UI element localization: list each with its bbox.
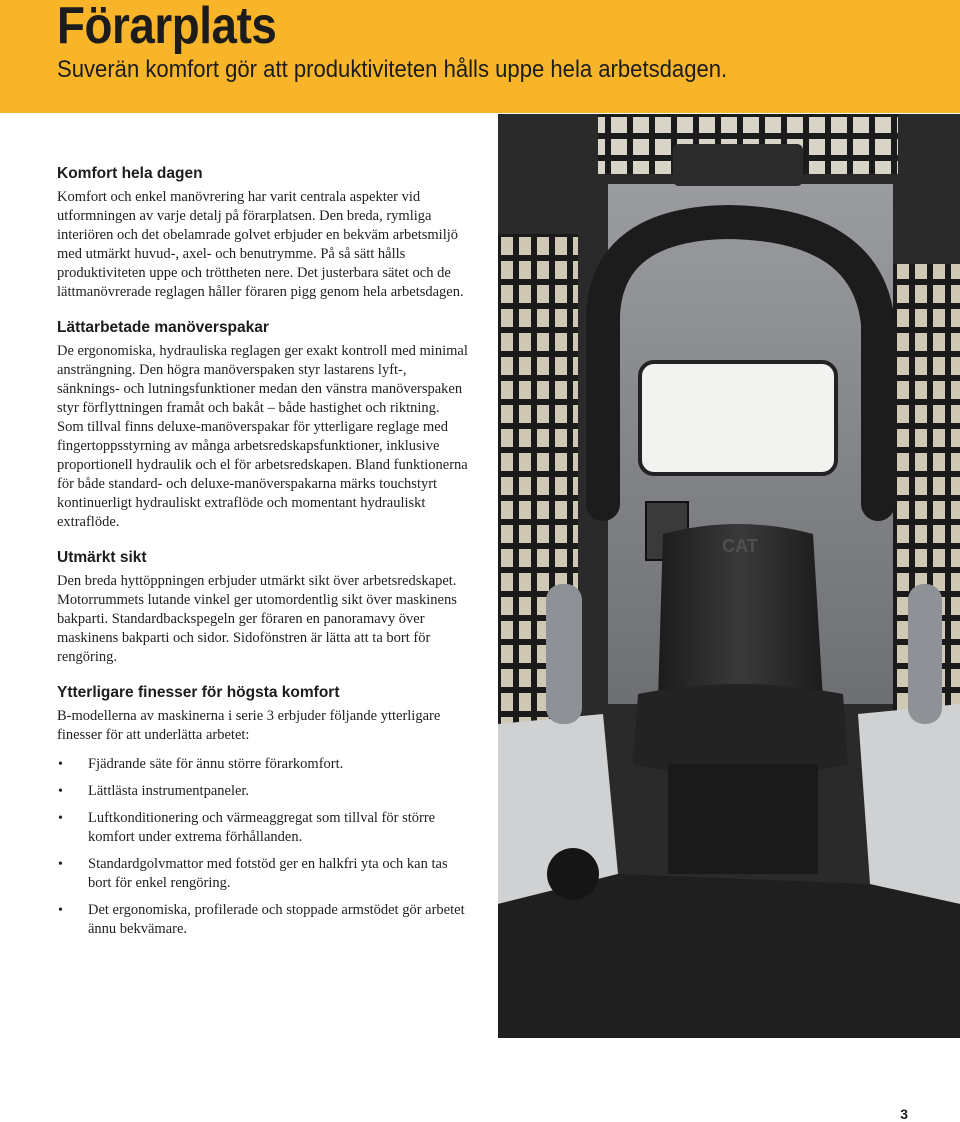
list-item-text: Luftkonditionering och värmeaggregat som tillval för större komfort under extrema förhållanden. xyxy=(88,810,436,845)
right-joystick xyxy=(908,584,942,724)
list-item-text: Standardgolvmattor med fotstöd ger en halkfri yta och kan tas bort för enkel rengöring. xyxy=(88,856,448,891)
section-body: Komfort och enkel manövrering har varit centrala aspekter vid utformningen av varje detalj på förarplatsen. Den breda, rymliga interiören och det obelamrade golvet erbjuder en bekväm arbetsmiljö med utmärkt huvud-, axel- och benutrymme. På så sätt hålls produktiviteten uppe och tröttheten nere. Det justerbara sätet och de lättmanövrerade reglagen håller föraren pigg genom hela arbetsdagen. xyxy=(57,189,464,300)
section-body: Den breda hyttöppningen erbjuder utmärkt sikt över arbetsredskapet. Motorrummets lutande vinkel ger utomordentlig sikt över maskinens bakparti. Standardbackspegeln ger föraren en panoramavy över maskinens bakparti och sidor. Sidofönstren är lätta att ta bort för rengöring. xyxy=(57,573,457,665)
bullet-icon: • xyxy=(58,784,63,799)
header-band xyxy=(0,0,960,113)
section-comfort xyxy=(57,164,469,302)
section-heading: Ytterligare finesser för högsta komfort xyxy=(57,684,340,701)
list-item-text: Lättlästa instrumentpaneler. xyxy=(88,783,250,799)
section-heading: Lättarbetade manöverspakar xyxy=(57,319,269,336)
section-body: De ergonomiska, hydrauliska reglagen ger exakt kontroll med minimal ansträngning. Den högra manöverspaken styr lastarens lyft-, sänknings- och lutningsfunktioner medan den vänstra manöverspaken styr förflyttningen framåt och bakåt – både hastighet och riktning. Som tillval finns deluxe-manöverspakar för ytterligare reglage med fingertoppsstyrning av många arbetsredskapsfunktioner, inklusive proportionell hydraulik och el för arbetsredskapen. Bland funktionerna för både standard- och deluxe-manöverspakarna märks touchstyrt kontinuerligt hydrauliskt extraflöde och momentant hydrauliskt extraflöde. xyxy=(57,343,468,530)
bullet-icon: • xyxy=(58,757,63,772)
seat-logo: CAT xyxy=(722,536,758,556)
bullet-icon: • xyxy=(58,811,63,826)
list-item xyxy=(57,901,469,939)
text-column xyxy=(57,164,469,955)
list-item xyxy=(57,755,469,774)
section-body: B-modellerna av maskinerna i serie 3 erbjuder följande ytterligare finesser för att underlätta arbetet: xyxy=(57,708,441,743)
left-joystick xyxy=(546,584,582,724)
right-console xyxy=(858,704,960,904)
page-subtitle: Suverän komfort gör att produktiviteten hålls uppe hela arbetsdagen. xyxy=(57,56,728,83)
list-item-text: Det ergonomiska, profilerade och stoppade armstödet gör arbetet ännu bekvämare. xyxy=(88,902,465,937)
floor-vent xyxy=(547,848,599,900)
bullet-icon: • xyxy=(58,857,63,872)
list-item xyxy=(57,809,469,847)
cab-photo xyxy=(498,114,960,1038)
list-item xyxy=(57,855,469,893)
bullet-icon: • xyxy=(58,903,63,918)
seat-base xyxy=(668,764,818,874)
seat-cushion xyxy=(633,684,848,777)
rear-window xyxy=(640,362,836,474)
page-title: Förarplats xyxy=(57,0,277,55)
section-heading: Utmärkt sikt xyxy=(57,549,147,566)
section-visibility xyxy=(57,548,469,667)
list-item xyxy=(57,782,469,801)
list-item-text: Fjädrande säte för ännu större förarkomfort. xyxy=(88,756,344,772)
section-heading: Komfort hela dagen xyxy=(57,165,203,182)
section-extra-features xyxy=(57,683,469,939)
feature-list xyxy=(57,755,469,939)
rear-mirror xyxy=(673,144,803,186)
page-number: 3 xyxy=(900,1106,908,1122)
section-controls xyxy=(57,318,469,532)
